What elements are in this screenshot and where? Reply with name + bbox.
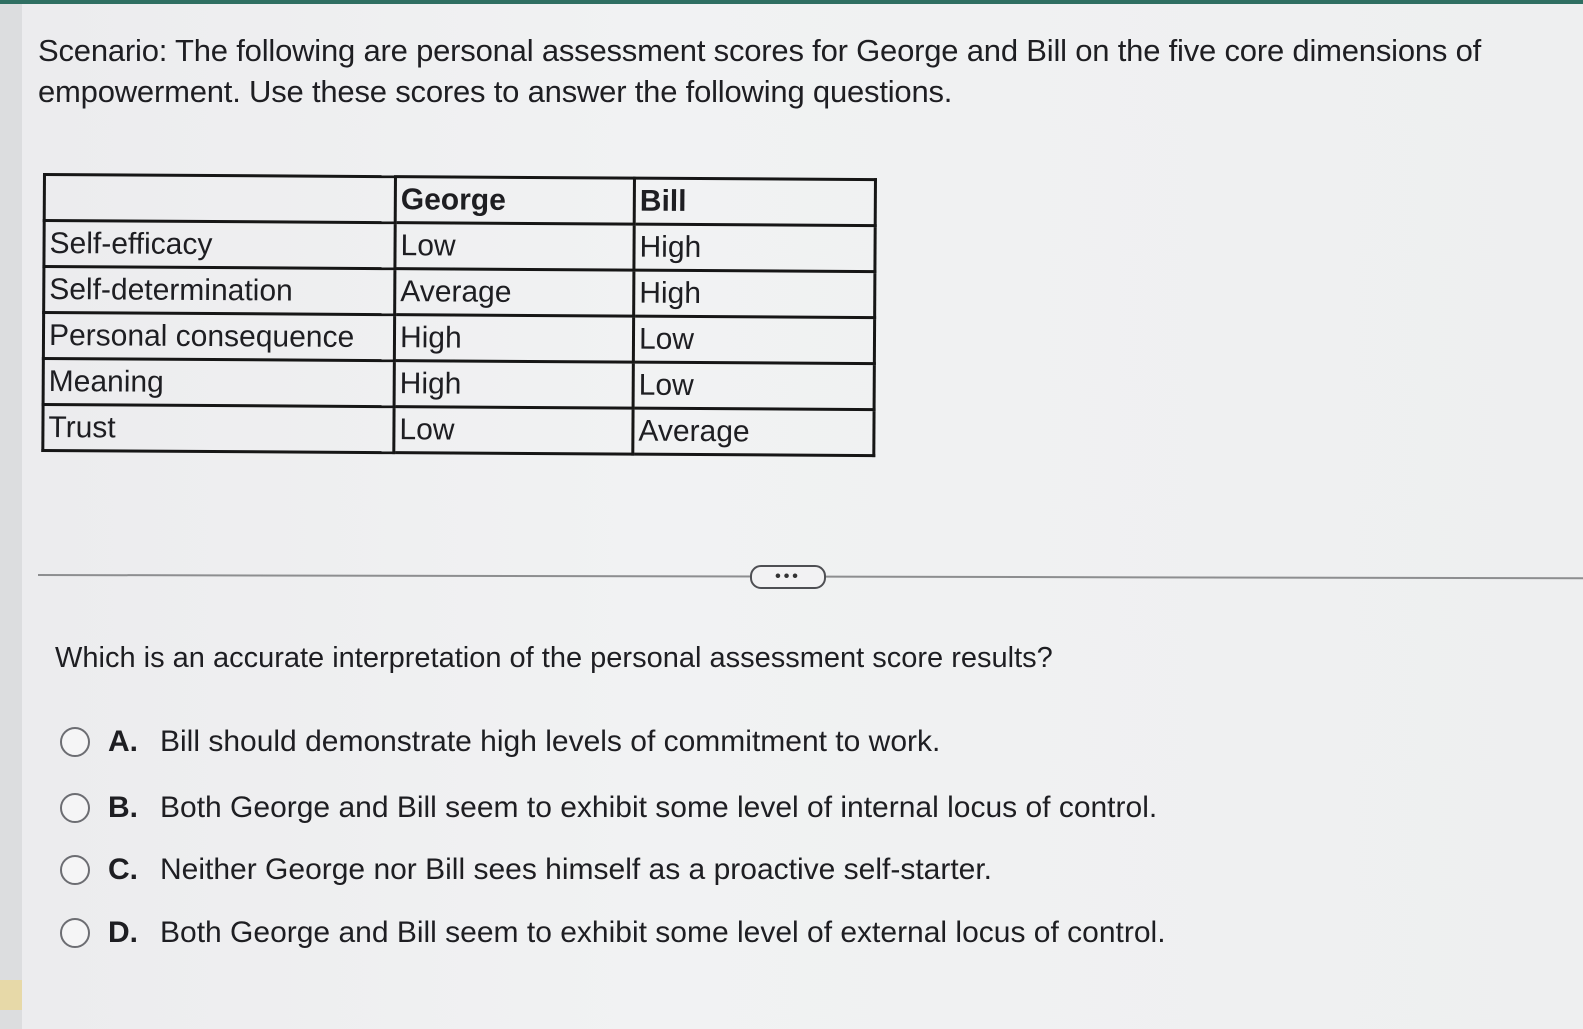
radio-button-icon[interactable]: [60, 855, 90, 885]
table-row: [44, 267, 875, 318]
radio-button-icon[interactable]: [60, 793, 90, 823]
option-text: Both George and Bill seem to exhibit some level of internal locus of control.: [160, 791, 1158, 824]
option-letter: C.: [108, 853, 138, 886]
scenario-text: Scenario: The following are personal assessment scores for George and Bill on the five core dimensions of empowerment. Use these scores to answer the following questions.: [38, 33, 1482, 109]
scores-table: [41, 173, 877, 457]
left-gutter-marker: [0, 980, 22, 1010]
question-text: Which is an accurate interpretation of the personal assessment score results?: [55, 642, 1053, 674]
answer-option-b[interactable]: [60, 791, 1157, 825]
dimension-cell: Personal consequence: [43, 313, 394, 361]
bill-score-cell: High: [634, 270, 875, 317]
bill-score-cell: Low: [633, 362, 874, 409]
table-header-cell: [44, 175, 395, 223]
answer-option-d[interactable]: [60, 916, 1166, 950]
option-letter: D.: [108, 916, 138, 949]
table-row: [43, 405, 874, 456]
option-text: Both George and Bill seem to exhibit some level of external locus of control.: [160, 916, 1166, 949]
radio-button-icon[interactable]: [60, 918, 90, 948]
option-text: Bill should demonstrate high levels of commitment to work.: [160, 725, 941, 758]
george-score-cell: Low: [395, 223, 634, 270]
george-score-cell: High: [394, 315, 633, 362]
table-header-george: George: [395, 177, 634, 224]
bill-score-cell: Average: [633, 408, 874, 455]
bill-score-cell: Low: [633, 316, 874, 363]
option-letter: B.: [108, 791, 138, 824]
george-score-cell: Low: [394, 407, 633, 454]
table-header-bill: Bill: [634, 178, 875, 225]
dimension-cell: Self-efficacy: [44, 221, 395, 269]
table-row: [43, 313, 874, 364]
option-letter: A.: [108, 725, 138, 758]
dimension-cell: Meaning: [43, 359, 394, 407]
table-header-row: [44, 175, 875, 226]
option-text: Neither George nor Bill sees himself as a proactive self-starter.: [160, 853, 993, 886]
answer-option-a[interactable]: [60, 725, 940, 759]
left-gutter: [0, 4, 22, 1029]
dimension-cell: Trust: [43, 405, 394, 453]
george-score-cell: High: [394, 361, 633, 408]
expand-more-button[interactable]: •••: [750, 565, 826, 589]
bill-score-cell: High: [634, 224, 875, 271]
dimension-cell: Self-determination: [44, 267, 395, 315]
answer-option-c[interactable]: [60, 853, 992, 887]
table-row: [43, 359, 874, 410]
table-row: [44, 221, 875, 272]
george-score-cell: Average: [395, 269, 634, 316]
radio-button-icon[interactable]: [60, 727, 90, 757]
